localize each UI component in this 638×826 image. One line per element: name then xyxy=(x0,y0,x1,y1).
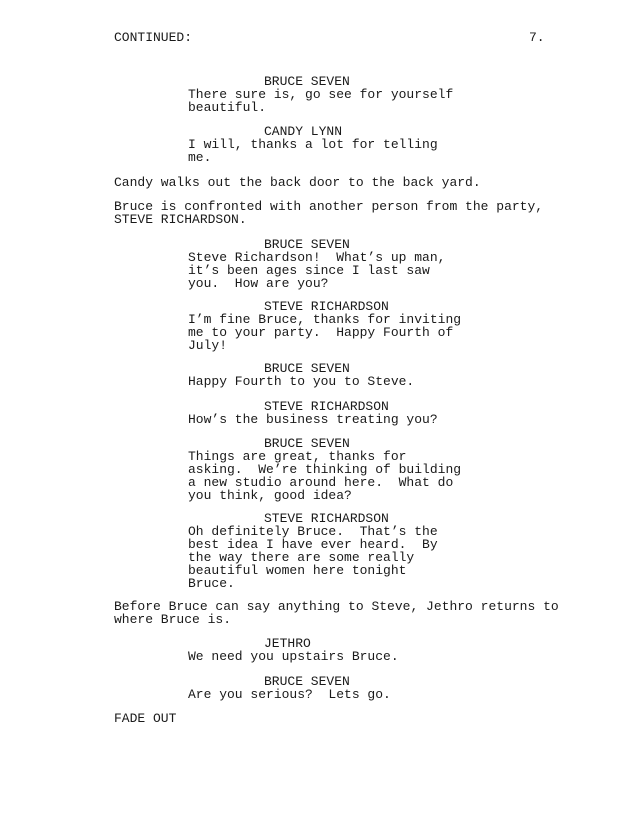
dialogue-line: There sure is, go see for yourself xyxy=(188,87,454,102)
dialogue-line: beautiful. xyxy=(188,100,267,115)
dialogue-line: Things are great, thanks for xyxy=(188,449,407,464)
dialogue-line: How’s the business treating you? xyxy=(188,412,438,427)
dialogue-line: Steve Richardson! What’s up man, xyxy=(188,250,446,265)
action-line: where Bruce is. xyxy=(114,612,232,627)
character-name: BRUCE SEVEN xyxy=(264,361,350,376)
action-line: STEVE RICHARDSON. xyxy=(114,212,247,227)
dialogue-line: Oh definitely Bruce. That’s the xyxy=(188,524,438,539)
dialogue-line: asking. We’re thinking of building xyxy=(188,462,462,477)
dialogue-line: the way there are some really xyxy=(188,550,415,565)
character-name: BRUCE SEVEN xyxy=(264,436,350,451)
character-name: CANDY LYNN xyxy=(264,124,343,139)
dialogue-line: it’s been ages since I last saw xyxy=(188,263,430,278)
character-name: BRUCE SEVEN xyxy=(264,237,350,252)
transition-line: FADE OUT xyxy=(114,711,177,726)
dialogue-line: best idea I have ever heard. By xyxy=(188,537,438,552)
dialogue-line: a new studio around here. What do xyxy=(188,475,454,490)
dialogue-line: July! xyxy=(188,338,228,353)
character-name: BRUCE SEVEN xyxy=(264,74,350,89)
character-name: JETHRO xyxy=(264,636,311,651)
character-name: STEVE RICHARDSON xyxy=(264,511,389,526)
page-number: 7. xyxy=(529,30,545,45)
dialogue-line: Are you serious? Lets go. xyxy=(188,687,391,702)
continued-label: CONTINUED: xyxy=(114,30,193,45)
action-line: Before Bruce can say anything to Steve, Jethro returns to xyxy=(114,599,559,614)
character-name: STEVE RICHARDSON xyxy=(264,299,389,314)
dialogue-line: Happy Fourth to you to Steve. xyxy=(188,374,415,389)
action-line: Candy walks out the back door to the back yard. xyxy=(114,175,481,190)
dialogue-line: you. How are you? xyxy=(188,276,329,291)
dialogue-line: Bruce. xyxy=(188,576,235,591)
dialogue-line: me. xyxy=(188,150,212,165)
character-name: STEVE RICHARDSON xyxy=(264,399,389,414)
dialogue-line: me to your party. Happy Fourth of xyxy=(188,325,454,340)
dialogue-line: you think, good idea? xyxy=(188,488,352,503)
character-name: BRUCE SEVEN xyxy=(264,674,350,689)
dialogue-line: beautiful women here tonight xyxy=(188,563,407,578)
dialogue-line: I will, thanks a lot for telling xyxy=(188,137,438,152)
dialogue-line: We need you upstairs Bruce. xyxy=(188,649,399,664)
dialogue-line: I’m fine Bruce, thanks for inviting xyxy=(188,312,462,327)
action-line: Bruce is confronted with another person from the party, xyxy=(114,199,544,214)
